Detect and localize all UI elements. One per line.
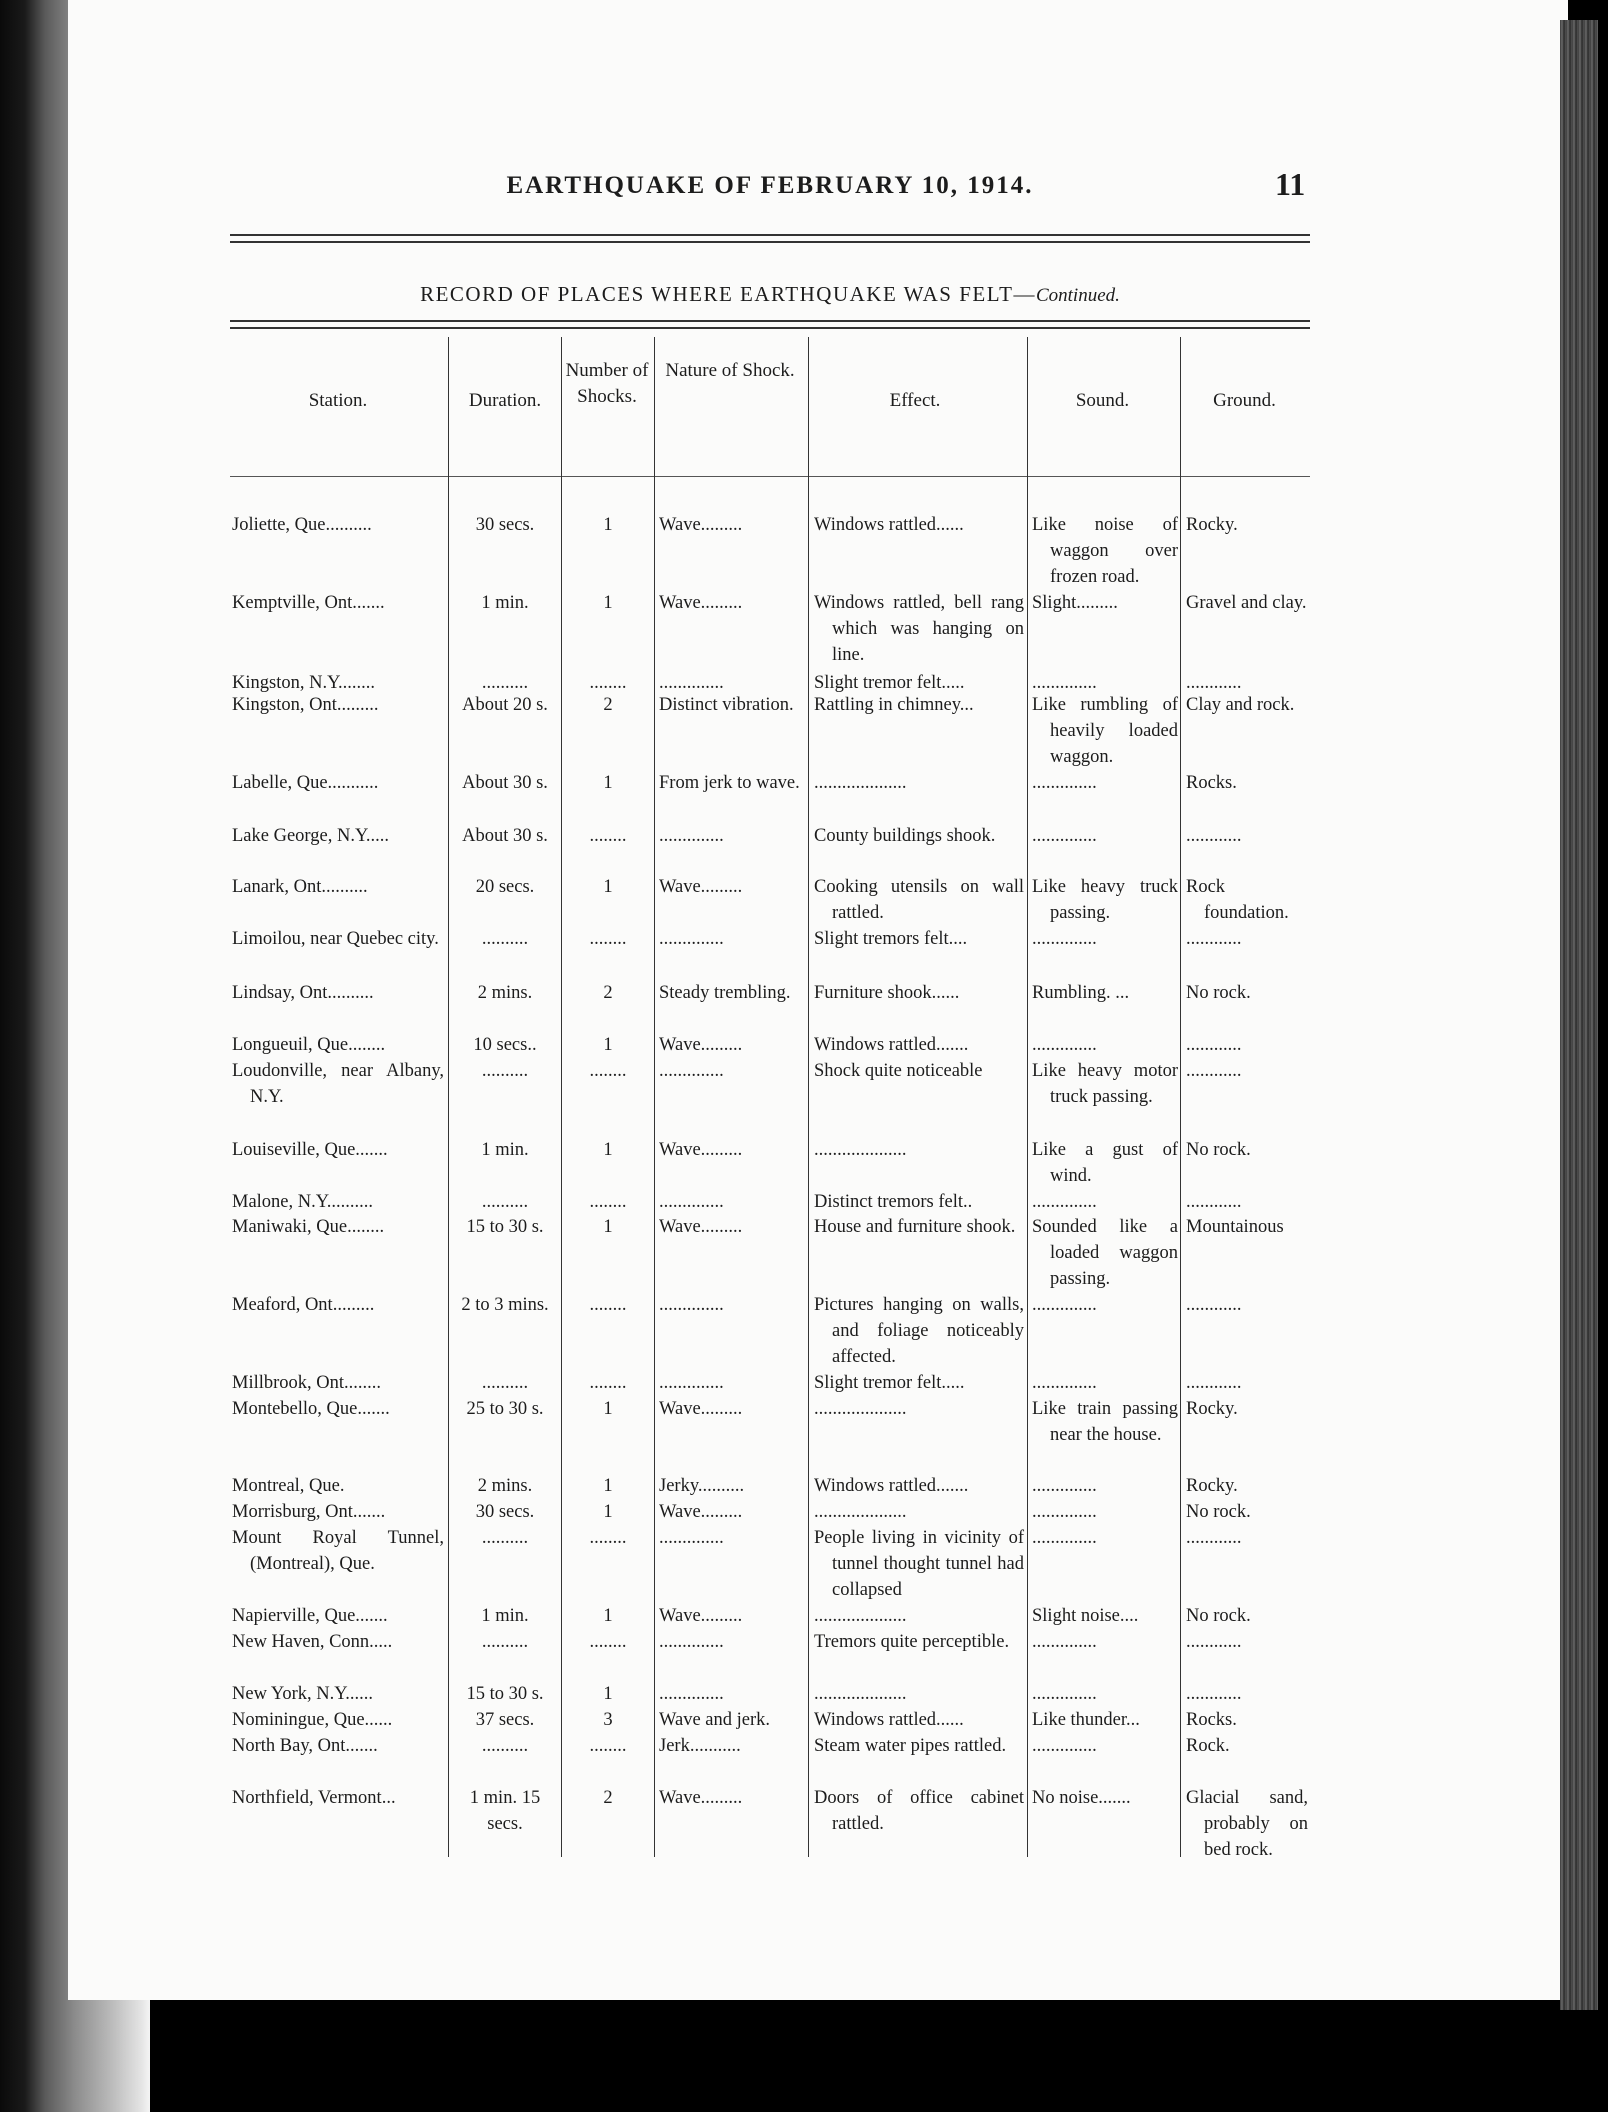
cell-ground: ............ (1186, 1684, 1242, 1704)
cell-sound: .............. (1032, 773, 1097, 793)
cell-ground: ............ (1186, 1192, 1242, 1212)
cell-station: Lanark, Ont.......... (232, 877, 368, 897)
cell-duration: 1 min. (481, 1606, 529, 1626)
cell-sound: Sounded like a loaded waggon passing. (1032, 1217, 1178, 1289)
cell-number: ........ (589, 1295, 627, 1315)
cell-duration: .......... (481, 1528, 529, 1548)
column-header-nature: Nature of Shock. (665, 360, 795, 381)
cell-number: 1 (603, 1606, 613, 1626)
cell-sound: Like heavy motor truck passing. (1032, 1061, 1178, 1107)
cell-nature: .............. (659, 1295, 724, 1315)
cell-nature: Steady trembling. (659, 983, 791, 1003)
cell-number: ........ (589, 1373, 627, 1393)
cell-duration: .......... (481, 673, 529, 693)
cell-ground: Rocky. (1186, 1399, 1238, 1419)
cell-number: 1 (603, 515, 613, 535)
cell-sound: Like thunder... (1032, 1710, 1140, 1730)
cell-duration: 1 min. (481, 1140, 529, 1160)
cell-nature: Wave......... (659, 593, 743, 613)
cell-number: 1 (603, 877, 613, 897)
cell-effect: Windows rattled...... (814, 515, 964, 535)
cell-effect: Slight tremor felt..... (814, 1373, 965, 1393)
cell-ground: ............ (1186, 1295, 1242, 1315)
cell-sound: .............. (1032, 1192, 1097, 1212)
cell-station: Lindsay, Ont.......... (232, 983, 374, 1003)
cell-nature: .............. (659, 1373, 724, 1393)
cell-effect: Slight tremors felt.... (814, 929, 968, 949)
page-number: 11 (1275, 166, 1306, 202)
cell-effect: People living in vicinity of tunnel thought tunnel had collapsed (814, 1528, 1024, 1600)
cell-duration: .......... (481, 1373, 529, 1393)
cell-nature: .............. (659, 826, 724, 846)
cell-station: Millbrook, Ont........ (232, 1373, 382, 1393)
cell-station: Montreal, Que. (232, 1476, 345, 1496)
cell-sound: Rumbling. ... (1032, 983, 1130, 1003)
cell-ground: No rock. (1186, 983, 1251, 1003)
cell-effect: .................... (814, 1606, 907, 1626)
cell-nature: Wave......... (659, 515, 743, 535)
cell-sound: Like noise of waggon over frozen road. (1032, 515, 1178, 587)
cell-number: ........ (589, 1736, 627, 1756)
cell-effect: Furniture shook...... (814, 983, 960, 1003)
cell-sound: Slight noise.... (1032, 1606, 1139, 1626)
cell-duration: About 20 s. (462, 695, 548, 715)
cell-sound: .............. (1032, 1632, 1097, 1652)
cell-nature: Wave......... (659, 877, 743, 897)
cell-ground: No rock. (1186, 1606, 1251, 1626)
cell-station: Napierville, Que....... (232, 1606, 388, 1626)
cell-number: 1 (603, 1035, 613, 1055)
cell-station: Kingston, N.Y........ (232, 673, 376, 693)
cell-ground: Rocks. (1186, 773, 1237, 793)
cell-ground: ............ (1186, 1373, 1242, 1393)
cell-duration: 15 to 30 s. (466, 1217, 544, 1237)
cell-station: Limoilou, near Quebec city. (232, 929, 439, 949)
cell-station: Loudonville, near Albany, N.Y. (232, 1061, 444, 1107)
cell-nature: .............. (659, 1192, 724, 1212)
cell-nature: Distinct vibration. (659, 695, 794, 715)
table-top-rule (230, 327, 1310, 329)
cell-number: 2 (603, 695, 613, 715)
cell-duration: 2 mins. (477, 1476, 533, 1496)
cell-nature: Wave......... (659, 1502, 743, 1522)
cell-nature: Wave......... (659, 1035, 743, 1055)
cell-duration: 1 min. (481, 593, 529, 613)
cell-number: 1 (603, 1399, 613, 1419)
cell-duration: 25 to 30 s. (466, 1399, 544, 1419)
header-bottom-rule (230, 476, 1310, 477)
page-stack-edge (1560, 20, 1598, 2010)
cell-nature: Wave......... (659, 1606, 743, 1626)
cell-effect: Windows rattled, bell rang which was hanging on line. (814, 593, 1024, 665)
cell-station: Kingston, Ont......... (232, 695, 379, 715)
cell-number: 1 (603, 1476, 613, 1496)
column-header-sound: Sound. (1075, 390, 1130, 411)
cell-nature: Wave......... (659, 1140, 743, 1160)
column-divider (654, 337, 655, 1857)
cell-effect: Steam water pipes rattled. (814, 1736, 1007, 1756)
cell-station: Lake George, N.Y..... (232, 826, 390, 846)
cell-duration: .......... (481, 1061, 529, 1081)
cell-station: Labelle, Que........... (232, 773, 379, 793)
cell-effect: .................... (814, 1502, 907, 1522)
cell-nature: Wave and jerk. (659, 1710, 770, 1730)
cell-number: ........ (589, 1528, 627, 1548)
cell-ground: Mountainous (1186, 1217, 1284, 1237)
table-title-continued: Continued. (1035, 285, 1120, 306)
cell-effect: .................... (814, 773, 907, 793)
cell-number: ........ (589, 929, 627, 949)
cell-nature: .............. (659, 929, 724, 949)
cell-station: Longueuil, Que........ (232, 1035, 386, 1055)
cell-duration: .......... (481, 1736, 529, 1756)
cell-nature: Wave......... (659, 1788, 743, 1808)
cell-sound: .............. (1032, 1528, 1097, 1548)
cell-duration: 2 mins. (477, 983, 533, 1003)
cell-ground: Rock. (1186, 1736, 1230, 1756)
cell-number: ........ (589, 1632, 627, 1652)
cell-station: Nominingue, Que...... (232, 1710, 393, 1730)
column-header-duration: Duration. (468, 390, 542, 411)
cell-ground: No rock. (1186, 1502, 1251, 1522)
cell-nature: From jerk to wave. (659, 773, 800, 793)
cell-duration: .......... (481, 929, 529, 949)
cell-sound: Like heavy truck passing. (1032, 877, 1178, 923)
cell-sound: .............. (1032, 826, 1097, 846)
cell-ground: Rock foundation. (1186, 877, 1289, 923)
cell-effect: Cooking utensils on wall rattled. (814, 877, 1024, 923)
double-rule-top (230, 234, 1310, 236)
cell-sound: Like rumbling of heavily loaded waggon. (1032, 695, 1178, 767)
cell-nature: .............. (659, 1684, 724, 1704)
cell-ground: ............ (1186, 1632, 1242, 1652)
cell-duration: About 30 s. (462, 773, 548, 793)
cell-station: North Bay, Ont....... (232, 1736, 378, 1756)
cell-station: Louiseville, Que....... (232, 1140, 388, 1160)
column-divider (1027, 337, 1028, 1857)
cell-effect: Doors of office cabinet rattled. (814, 1788, 1024, 1834)
cell-station: Joliette, Que.......... (232, 515, 372, 535)
cell-duration: .......... (481, 1632, 529, 1652)
cell-nature: Jerky.......... (659, 1476, 745, 1496)
cell-duration: 30 secs. (475, 1502, 535, 1522)
cell-number: ........ (589, 1192, 627, 1212)
cell-ground: ............ (1186, 1061, 1242, 1081)
cell-effect: Windows rattled....... (814, 1476, 969, 1496)
cell-ground: ............ (1186, 1035, 1242, 1055)
cell-nature: Wave......... (659, 1399, 743, 1419)
cell-sound: No noise....... (1032, 1788, 1131, 1808)
cell-number: ........ (589, 673, 627, 693)
cell-ground: ............ (1186, 673, 1242, 693)
cell-nature: .............. (659, 1061, 724, 1081)
cell-effect: Rattling in chimney... (814, 695, 974, 715)
table-top-rule (230, 320, 1310, 322)
cell-effect: .................... (814, 1399, 907, 1419)
double-rule-top (230, 241, 1310, 243)
cell-ground: ............ (1186, 826, 1242, 846)
cell-sound: .............. (1032, 1035, 1097, 1055)
cell-sound: .............. (1032, 1295, 1097, 1315)
cell-number: 1 (603, 1684, 613, 1704)
cell-number: ........ (589, 826, 627, 846)
cell-duration: 2 to 3 mins. (461, 1295, 549, 1315)
column-divider (448, 337, 449, 1857)
cell-ground: Gravel and clay. (1186, 593, 1307, 613)
cell-ground: ............ (1186, 929, 1242, 949)
cell-nature: .............. (659, 1632, 724, 1652)
cell-number: ........ (589, 1061, 627, 1081)
cell-station: Meaford, Ont......... (232, 1295, 375, 1315)
cell-ground: Rocky. (1186, 515, 1238, 535)
running-head: EARTHQUAKE OF FEBRUARY 10, 1914. (506, 172, 1034, 199)
cell-duration: 20 secs. (475, 877, 535, 897)
cell-sound: Like a gust of wind. (1032, 1140, 1178, 1186)
cell-number: 1 (603, 1217, 613, 1237)
cell-nature: Wave......... (659, 1217, 743, 1237)
cell-number: 1 (603, 1502, 613, 1522)
cell-nature: Jerk........... (659, 1736, 741, 1756)
column-header-effect: Effect. (889, 390, 941, 411)
table-title (230, 282, 1310, 307)
cell-station: Montebello, Que....... (232, 1399, 390, 1419)
cell-station: Kemptville, Ont....... (232, 593, 385, 613)
cell-station: Malone, N.Y.......... (232, 1192, 373, 1212)
table-title-text: RECORD OF PLACES WHERE EARTHQUAKE WAS FELT— (420, 282, 1036, 306)
cell-number: 1 (603, 773, 613, 793)
column-header-ground: Ground. (1213, 390, 1276, 411)
column-divider (561, 337, 562, 1857)
cell-effect: Pictures hanging on walls, and foliage noticeably affected. (814, 1295, 1024, 1367)
cell-sound: .............. (1032, 1736, 1097, 1756)
cell-effect: Distinct tremors felt.. (814, 1192, 973, 1212)
cell-sound: .............. (1032, 1502, 1097, 1522)
column-divider (1180, 337, 1181, 1857)
cell-station: Northfield, Vermont... (232, 1788, 396, 1808)
cell-effect: .................... (814, 1140, 907, 1160)
cell-ground: Glacial sand, probably on bed rock. (1186, 1788, 1308, 1860)
cell-duration: .......... (481, 1192, 529, 1212)
cell-sound: .............. (1032, 673, 1097, 693)
cell-station: Maniwaki, Que........ (232, 1217, 385, 1237)
column-header-number: Number of Shocks. (565, 360, 649, 407)
cell-duration: 30 secs. (475, 515, 535, 535)
cell-nature: .............. (659, 673, 724, 693)
cell-sound: .............. (1032, 1373, 1097, 1393)
cell-station: New Haven, Conn..... (232, 1632, 393, 1652)
cell-duration: About 30 s. (462, 826, 548, 846)
cell-sound: .............. (1032, 1476, 1097, 1496)
cell-duration: 10 secs.. (473, 1035, 537, 1055)
cell-station: Morrisburg, Ont....... (232, 1502, 386, 1522)
cell-sound: .............. (1032, 929, 1097, 949)
cell-effect: County buildings shook. (814, 826, 996, 846)
cell-ground: Rocks. (1186, 1710, 1237, 1730)
cell-effect: Tremors quite perceptible. (814, 1632, 1010, 1652)
column-header-station: Station. (308, 390, 368, 411)
cell-effect: .................... (814, 1684, 907, 1704)
cell-sound: .............. (1032, 1684, 1097, 1704)
cell-station: Mount Royal Tunnel, (Montreal), Que. (232, 1528, 444, 1574)
cell-number: 3 (603, 1710, 613, 1730)
cell-effect: Windows rattled....... (814, 1035, 969, 1055)
cell-effect: Windows rattled...... (814, 1710, 964, 1730)
cell-number: 1 (603, 593, 613, 613)
cell-number: 1 (603, 1140, 613, 1160)
cell-number: 2 (603, 1788, 613, 1808)
cell-effect: Slight tremor felt..... (814, 673, 965, 693)
cell-duration: 1 min. 15 secs. (469, 1788, 541, 1834)
cell-ground: Clay and rock. (1186, 695, 1295, 715)
cell-number: 2 (603, 983, 613, 1003)
cell-sound: Like train passing near the house. (1032, 1399, 1178, 1445)
column-divider (808, 337, 809, 1857)
cell-ground: Rocky. (1186, 1476, 1238, 1496)
cell-duration: 37 secs. (475, 1710, 535, 1730)
cell-effect: House and furniture shook. (814, 1217, 1016, 1237)
cell-station: New York, N.Y...... (232, 1684, 373, 1704)
cell-nature: .............. (659, 1528, 724, 1548)
cell-effect: Shock quite noticeable (814, 1061, 983, 1081)
cell-duration: 15 to 30 s. (466, 1684, 544, 1704)
cell-ground: No rock. (1186, 1140, 1251, 1160)
cell-ground: ............ (1186, 1528, 1242, 1548)
cell-sound: Slight......... (1032, 593, 1118, 613)
